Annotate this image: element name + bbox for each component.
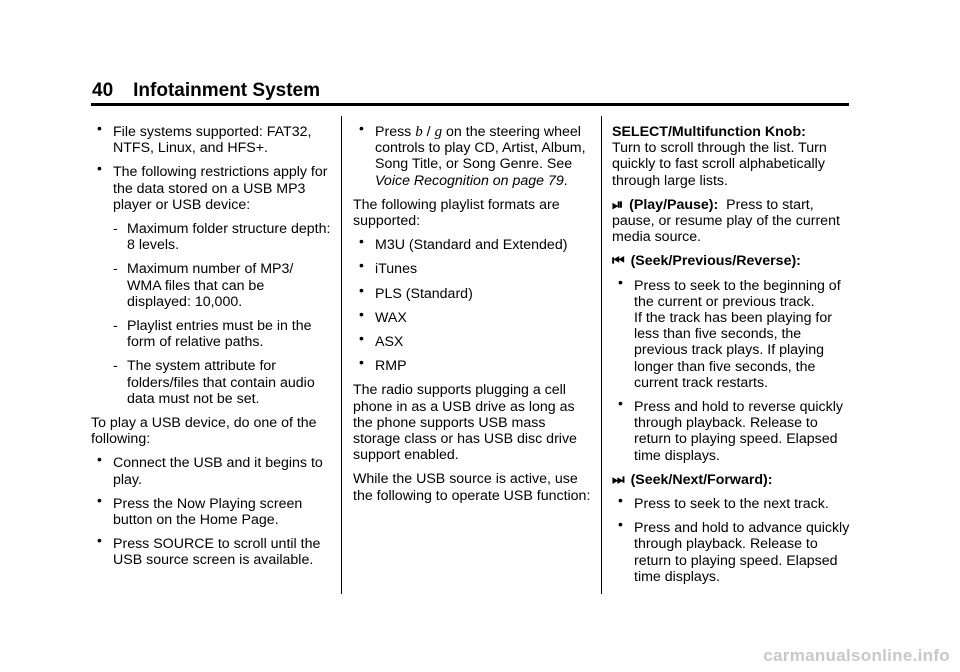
list-item: • PLS (Standard) xyxy=(359,281,473,302)
section-title: Infotainment System xyxy=(133,80,321,101)
select-knob-description: SELECT/Multifunction Knob: Turn to scroll through the list. Turn quickly to fast scroll alphabetically through large lists. xyxy=(612,124,827,189)
select-knob-title: SELECT/Multifunction Knob: xyxy=(612,124,806,140)
sub-list-item: - Maximum number of MP3/ WMA files that can be displayed: 10,000. xyxy=(113,261,294,310)
column-3 xyxy=(612,124,858,593)
sub-list-item: - Playlist entries must be in the form of relative paths. xyxy=(113,318,312,351)
paragraph: While the USB source is active, use the following to operate USB function: xyxy=(353,471,591,504)
column-divider xyxy=(601,116,602,594)
play-pause-description: ⏯ (Play/Pause): Press to start, pause, or resume play of the current media source. xyxy=(612,196,840,246)
list-item: • Press the Now Playing screen button on the Home Page. xyxy=(97,491,303,529)
seek-previous-icon: ⏮ xyxy=(612,253,625,270)
voice-icon: b xyxy=(415,124,423,140)
column-2 xyxy=(353,120,593,512)
sub-list-item: - Maximum folder structure depth: 8 levels. xyxy=(113,221,331,254)
list-item: • RMP xyxy=(359,354,407,375)
list-item: • The following restrictions apply for the data stored on a USB MP3 player or USB device: xyxy=(97,160,328,213)
cross-reference-link[interactable]: Voice Recognition on page 79 xyxy=(375,172,564,189)
phone-icon: g xyxy=(434,124,443,140)
page-number: 40 xyxy=(92,80,114,101)
list-item: • iTunes xyxy=(359,257,418,278)
sub-list-item: - The system attribute for folders/files that contain audio data must not be set. xyxy=(113,358,315,407)
list-item: • WAX xyxy=(359,305,407,326)
list-item: • Press and hold to advance quickly through playback. Release to return to playing speed. Elapsed time displays. xyxy=(618,516,850,585)
list-item: • Press to seek to the beginning of the current or previous track. If the track has been playing for less than five seconds, the previous track plays. If playing longer than five seconds, the current track restarts. xyxy=(618,273,841,391)
list-item: • Connect the USB and it begins to play. xyxy=(97,451,323,488)
list-item: • Press to seek to the next track. xyxy=(618,492,829,513)
header-rule xyxy=(91,103,849,106)
paragraph: The radio supports plugging a cell phone in as a USB drive as long as the phone supports USB mass storage class or has USB disc drive support enabled. xyxy=(353,382,577,464)
watermark: carmanualsonline.info xyxy=(763,646,950,665)
column-1 xyxy=(91,120,331,577)
paragraph: The following playlist formats are supported: xyxy=(353,196,560,230)
list-item: • Press b / g on the steering wheel controls to play CD, Artist, Album, Song Title, or Song Genre. See Voice Recognition on page 79. xyxy=(359,120,586,189)
list-item: • M3U (Standard and Extended) xyxy=(359,233,568,254)
seek-previous-heading: ⏮ (Seek/Previous/Reverse): xyxy=(612,253,801,270)
list-item: • ASX xyxy=(359,330,404,351)
seek-next-icon: ⏭ xyxy=(612,471,625,488)
paragraph: To play a USB device, do one of the following: xyxy=(91,415,317,448)
page-header xyxy=(92,80,848,102)
list-item: • Press SOURCE to scroll until the USB source screen is available. xyxy=(97,532,321,569)
list-item: • Press and hold to reverse quickly through playback. Release to return to playing speed. Elapsed time displays. xyxy=(618,395,843,464)
seek-next-heading: ⏭ (Seek/Next/Forward): xyxy=(612,471,773,488)
column-divider xyxy=(341,116,342,594)
list-item: • File systems supported: FAT32, NTFS, Linux, and HFS+. xyxy=(97,120,312,157)
play-pause-icon: ⏯ xyxy=(612,196,624,213)
